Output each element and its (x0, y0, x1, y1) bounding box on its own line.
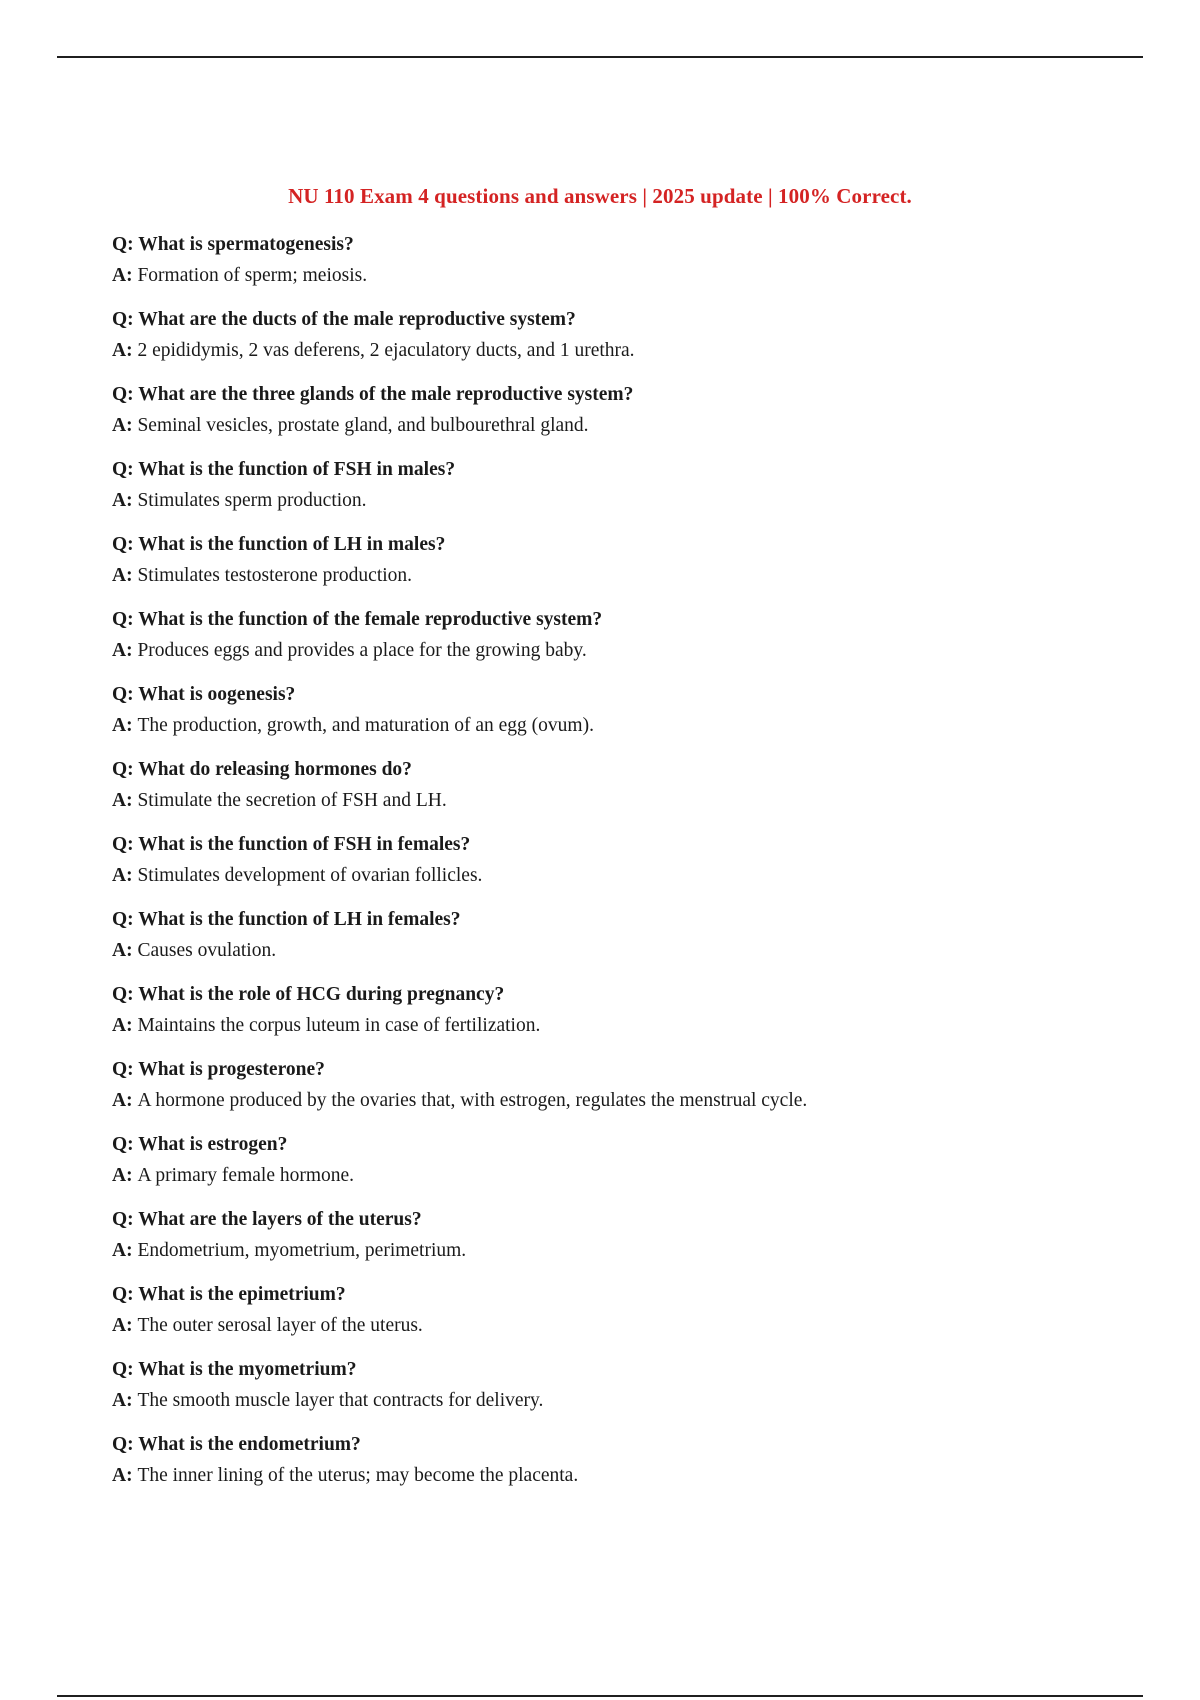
question-text: What is spermatogenesis? (138, 234, 354, 255)
answer-prefix: A: (112, 714, 138, 736)
answer (112, 1311, 1132, 1342)
answer-prefix: A: (112, 1164, 138, 1186)
question-text: What is estrogen? (138, 1134, 288, 1155)
question (112, 755, 1132, 786)
question-text: What is the function of FSH in females? (138, 834, 471, 855)
answer (112, 936, 1132, 967)
answer-prefix: A: (112, 339, 138, 361)
answer-prefix: A: (112, 939, 138, 961)
bottom-rule (57, 1695, 1143, 1697)
question (112, 230, 1132, 261)
answer (112, 861, 1132, 892)
qa-item (112, 530, 1132, 591)
question-prefix: Q: (112, 534, 139, 555)
answer (112, 1461, 1132, 1492)
answer-prefix: A: (112, 864, 138, 886)
question (112, 530, 1132, 561)
question-text: What is the function of LH in males? (138, 534, 446, 555)
question (112, 455, 1132, 486)
question-prefix: Q: (112, 1209, 139, 1230)
question (112, 980, 1132, 1011)
answer (112, 1161, 1132, 1192)
qa-item (112, 1055, 1132, 1116)
qa-item (112, 455, 1132, 516)
answer-text: Stimulate the secretion of FSH and LH. (137, 789, 447, 811)
qa-item (112, 755, 1132, 816)
question-text: What do releasing hormones do? (138, 759, 412, 780)
question-text: What are the ducts of the male reproductive system? (138, 309, 576, 330)
qa-item (112, 1205, 1132, 1266)
answer-text: Causes ovulation. (137, 939, 277, 961)
answer-prefix: A: (112, 414, 138, 436)
answer (112, 636, 1132, 667)
answer (112, 786, 1132, 817)
answer (112, 486, 1132, 517)
question-text: What is oogenesis? (138, 684, 296, 705)
question (112, 380, 1132, 411)
answer-text: Stimulates development of ovarian follicles. (137, 864, 483, 886)
question-prefix: Q: (112, 834, 139, 855)
question-prefix: Q: (112, 984, 139, 1005)
qa-item (112, 830, 1132, 891)
answer-text: The smooth muscle layer that contracts for delivery. (137, 1389, 544, 1411)
qa-item (112, 1355, 1132, 1416)
question-prefix: Q: (112, 684, 139, 705)
question (112, 1130, 1132, 1161)
question (112, 830, 1132, 861)
question-text: What is the function of LH in females? (138, 909, 461, 930)
qa-list (112, 230, 1132, 1505)
qa-item (112, 980, 1132, 1041)
answer-prefix: A: (112, 564, 138, 586)
answer-prefix: A: (112, 1314, 138, 1336)
answer (112, 711, 1132, 742)
question-prefix: Q: (112, 1134, 139, 1155)
answer (112, 1086, 1132, 1117)
question (112, 305, 1132, 336)
question-text: What is the function of FSH in males? (138, 459, 456, 480)
answer-prefix: A: (112, 1014, 138, 1036)
question-prefix: Q: (112, 309, 139, 330)
question-text: What is the myometrium? (138, 1359, 357, 1380)
question-prefix: Q: (112, 1059, 139, 1080)
question-prefix: Q: (112, 759, 139, 780)
answer-text: Maintains the corpus luteum in case of fertilization. (137, 1014, 541, 1036)
question (112, 1430, 1132, 1461)
question (112, 905, 1132, 936)
answer-prefix: A: (112, 489, 138, 511)
question-prefix: Q: (112, 234, 139, 255)
question (112, 605, 1132, 636)
question-text: What is progesterone? (138, 1059, 325, 1080)
answer-text: 2 epididymis, 2 vas deferens, 2 ejaculatory ducts, and 1 urethra. (137, 339, 635, 361)
answer (112, 411, 1132, 442)
question-prefix: Q: (112, 609, 139, 630)
answer-text: A primary female hormone. (137, 1164, 355, 1186)
answer-prefix: A: (112, 789, 138, 811)
question-prefix: Q: (112, 459, 139, 480)
question-prefix: Q: (112, 1434, 139, 1455)
answer (112, 1011, 1132, 1042)
question-text: What are the layers of the uterus? (138, 1209, 422, 1230)
qa-item (112, 230, 1132, 291)
answer-text: A hormone produced by the ovaries that, with estrogen, regulates the menstrual cycle. (137, 1089, 808, 1111)
top-rule (57, 56, 1143, 58)
answer (112, 261, 1132, 292)
answer-prefix: A: (112, 264, 138, 286)
question (112, 1355, 1132, 1386)
answer-text: Seminal vesicles, prostate gland, and bulbourethral gland. (137, 414, 589, 436)
answer-text: The inner lining of the uterus; may become the placenta. (137, 1464, 579, 1486)
question-text: What is the epimetrium? (138, 1284, 346, 1305)
answer-prefix: A: (112, 1239, 138, 1261)
qa-item (112, 1430, 1132, 1491)
question (112, 680, 1132, 711)
answer-prefix: A: (112, 639, 138, 661)
answer (112, 336, 1132, 367)
answer-text: Endometrium, myometrium, perimetrium. (137, 1239, 467, 1261)
answer-text: Produces eggs and provides a place for the growing baby. (137, 639, 587, 661)
answer-text: Formation of sperm; meiosis. (137, 264, 368, 286)
answer-text: Stimulates testosterone production. (137, 564, 413, 586)
answer-prefix: A: (112, 1089, 138, 1111)
qa-item (112, 680, 1132, 741)
qa-item (112, 1130, 1132, 1191)
question-text: What is the function of the female reproductive system? (138, 609, 603, 630)
answer-prefix: A: (112, 1464, 138, 1486)
question-prefix: Q: (112, 1359, 139, 1380)
qa-item (112, 305, 1132, 366)
answer (112, 1236, 1132, 1267)
question-prefix: Q: (112, 384, 139, 405)
answer-text: Stimulates sperm production. (137, 489, 367, 511)
question-prefix: Q: (112, 1284, 139, 1305)
question-text: What is the endometrium? (138, 1434, 361, 1455)
qa-item (112, 380, 1132, 441)
document-title: NU 110 Exam 4 questions and answers | 2025 update | 100% Correct. (288, 184, 912, 208)
question (112, 1280, 1132, 1311)
question-text: What are the three glands of the male reproductive system? (138, 384, 634, 405)
answer-text: The production, growth, and maturation of an egg (ovum). (137, 714, 594, 736)
qa-item (112, 905, 1132, 966)
answer (112, 1386, 1132, 1417)
question (112, 1055, 1132, 1086)
qa-item (112, 1280, 1132, 1341)
qa-item (112, 605, 1132, 666)
answer-prefix: A: (112, 1389, 138, 1411)
question-prefix: Q: (112, 909, 139, 930)
answer-text: The outer serosal layer of the uterus. (137, 1314, 423, 1336)
question (112, 1205, 1132, 1236)
answer (112, 561, 1132, 592)
question-text: What is the role of HCG during pregnancy? (138, 984, 505, 1005)
